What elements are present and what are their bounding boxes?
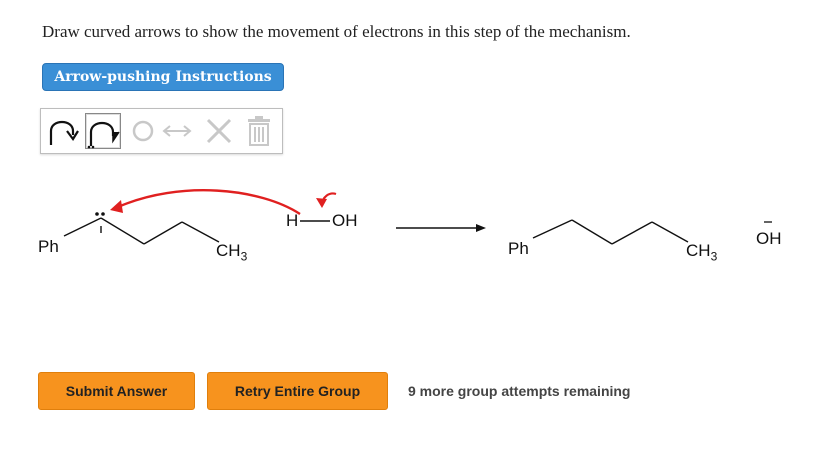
- product-bond-1: [572, 220, 612, 244]
- lone-pair-dot: [101, 212, 105, 216]
- arrow-pushing-instructions-button[interactable]: Arrow-pushing Instructions: [42, 63, 284, 91]
- reactant-phenyl-label: Ph: [38, 237, 59, 256]
- arrow-toolbar: [40, 108, 283, 154]
- delete-x-icon[interactable]: [201, 113, 237, 149]
- mechanism-drawing: [0, 170, 824, 300]
- product-bond-ph: [533, 220, 572, 238]
- reaction-arrow-head: [476, 224, 486, 232]
- reactant-bond-chain: [144, 222, 182, 244]
- submit-answer-button[interactable]: Submit Answer: [38, 372, 195, 410]
- product-methyl-label: $CH_3$: [686, 241, 718, 264]
- lasso-icon[interactable]: [125, 113, 161, 149]
- question-prompt: Draw curved arrows to show the movement of electrons in this step of the mechanism.: [42, 22, 631, 41]
- curved-arrow-head: [110, 200, 123, 213]
- hydroxide-label: OH: [756, 229, 782, 248]
- resonance-arrow-icon[interactable]: [159, 113, 195, 149]
- reagent-h-label: H: [286, 211, 299, 230]
- mechanism-canvas[interactable]: [0, 170, 824, 300]
- attempts-remaining-text: 9 more group attempts remaining: [408, 383, 631, 399]
- product-bond-2: [612, 222, 652, 244]
- reactant-bond-ph: [64, 218, 101, 236]
- curved-arrow-bond-to-carbon: [118, 190, 300, 214]
- reactant-methyl-label: $CH_3$: [216, 241, 248, 264]
- reactant-double-bond: [101, 218, 144, 244]
- single-electron-arrow-icon[interactable]: [85, 113, 121, 149]
- curved-arrow-icon[interactable]: [45, 113, 81, 149]
- small-arrow-head: [316, 198, 327, 208]
- reactant-bond-methyl: [182, 222, 219, 242]
- product-bond-methyl: [652, 222, 688, 242]
- trash-icon[interactable]: [241, 113, 277, 149]
- product-phenyl-label: Ph: [508, 239, 529, 258]
- retry-entire-group-button[interactable]: Retry Entire Group: [207, 372, 388, 410]
- lone-pair-dot: [95, 212, 99, 216]
- reagent-oh-label: OH: [332, 211, 358, 230]
